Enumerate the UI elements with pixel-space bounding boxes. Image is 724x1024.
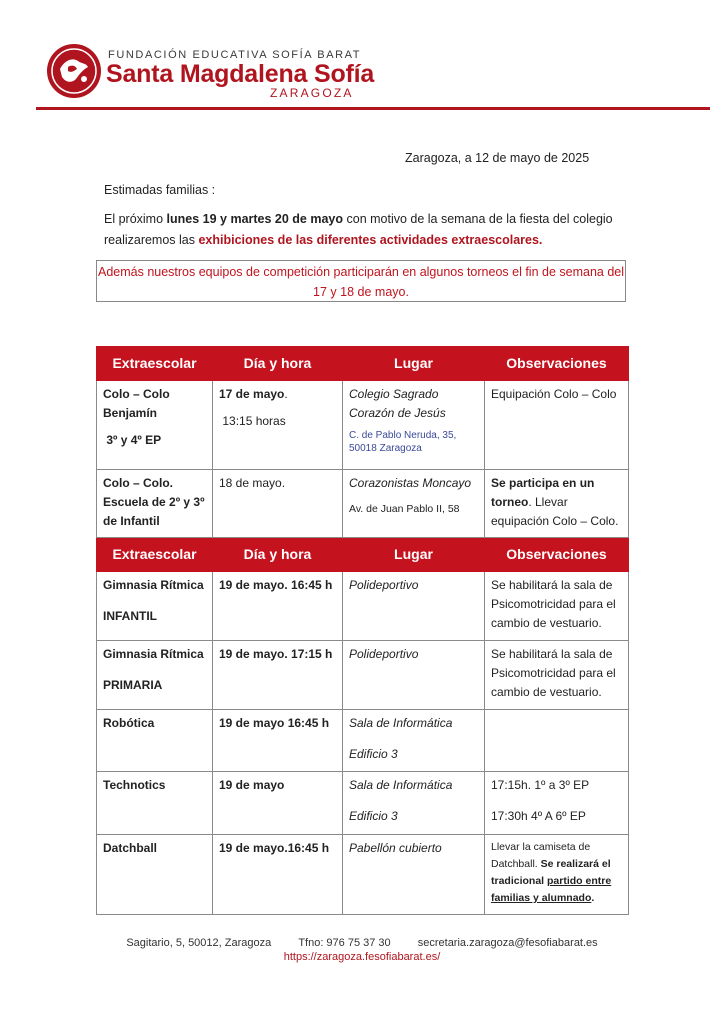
footer-url-link[interactable]: https://zaragoza.fesofiabarat.es/ [283,951,441,963]
activities-table [96,346,629,915]
place-cell: Colegio Sagrado Corazón de Jesús C. de Pablo Neruda, 35, 50018 Zaragoza [343,381,485,470]
notes-cell: Llevar la camiseta de Datchball. Se realizará el tradicional partido entre familias y alumnado. [485,835,629,915]
table-header-row [97,347,629,381]
competition-notice: Además nuestros equipos de competición participarán en algunos torneos el fin de semana del 17 y 18 de mayo. [96,260,626,302]
intro-highlight: exhibiciones de las diferentes actividades extraescolares. [198,233,543,247]
header-notes: Observaciones [485,538,629,572]
table-row [97,572,629,641]
date-cell: 17 de mayo. 13:15 horas [213,381,343,470]
date-cell: 19 de mayo [213,772,343,835]
activity-cell: Datchball [97,835,213,915]
table-row [97,710,629,772]
header-divider [36,107,710,110]
header-place: Lugar [343,538,485,572]
place-cell: Polideportivo [343,641,485,710]
notes-cell: Equipación Colo – Colo [485,381,629,470]
footer-address: Sagitario, 5, 50012, Zaragoza [126,937,272,949]
date-cell: 19 de mayo.16:45 h [213,835,343,915]
activity-cell: Gimnasia Rítmica INFANTIL [97,572,213,641]
notes-cell [485,710,629,772]
table-row [97,381,629,470]
date-cell: 19 de mayo. 17:15 h [213,641,343,710]
date-cell: 19 de mayo. 16:45 h [213,572,343,641]
table-row [97,772,629,835]
notes-cell: Se habilitará la sala de Psicomotricidad para el cambio de vestuario. [485,641,629,710]
table-header-row [97,538,629,572]
place-cell: Sala de Informática Edificio 3 [343,772,485,835]
footer-contact [0,937,724,949]
notes-cell: Se habilitará la sala de Psicomotricidad para el cambio de vestuario. [485,572,629,641]
header-place: Lugar [343,347,485,381]
activity-cell: Colo – Colo Benjamín 3º y 4º EP [97,381,213,470]
notes-cell: Se participa en un torneo. Llevar equipación Colo – Colo. [485,470,629,538]
place-cell: Sala de Informática Edificio 3 [343,710,485,772]
activity-cell: Gimnasia Rítmica PRIMARIA [97,641,213,710]
place-cell: Corazonistas Moncayo Av. de Juan Pablo II, 58 [343,470,485,538]
header-date: Día y hora [213,347,343,381]
school-city: ZARAGOZA [270,86,354,100]
header-activity: Extraescolar [97,347,213,381]
table-row [97,641,629,710]
intro-days: lunes 19 y martes 20 de mayo [166,212,344,226]
header-notes: Observaciones [485,347,629,381]
footer-email[interactable]: secretaria.zaragoza@fesofiabarat.es [417,937,598,949]
date-cell: 19 de mayo 16:45 h [213,710,343,772]
school-name: Santa Magdalena Sofía [106,60,375,88]
place-cell: Pabellón cubierto [343,835,485,915]
activity-cell: Colo – Colo. Escuela de 2º y 3º de Infantil [97,470,213,538]
footer-phone: Tfno: 976 75 37 30 [298,937,391,949]
activity-cell: Robótica [97,710,213,772]
table-row [97,470,629,538]
date-cell: 18 de mayo. [213,470,343,538]
table-row [97,835,629,915]
header-date: Día y hora [213,538,343,572]
letter-greeting: Estimadas familias : [104,183,216,197]
letter-date: Zaragoza, a 12 de mayo de 2025 [405,151,590,165]
letter-intro: El próximo lunes 19 y martes 20 de mayo con motivo de la semana de la fiesta del colegio realizaremos las exhibiciones de las diferentes actividades extraescolares. [104,212,613,247]
notes-cell: 17:15h. 1º a 3º EP 17:30h 4º A 6º EP [485,772,629,835]
place-cell: Polideportivo [343,572,485,641]
foundation-name: FUNDACIÓN EDUCATIVA SOFÍA BARAT [108,49,362,61]
header-activity: Extraescolar [97,538,213,572]
school-logo [46,43,102,99]
activity-cell: Technotics [97,772,213,835]
